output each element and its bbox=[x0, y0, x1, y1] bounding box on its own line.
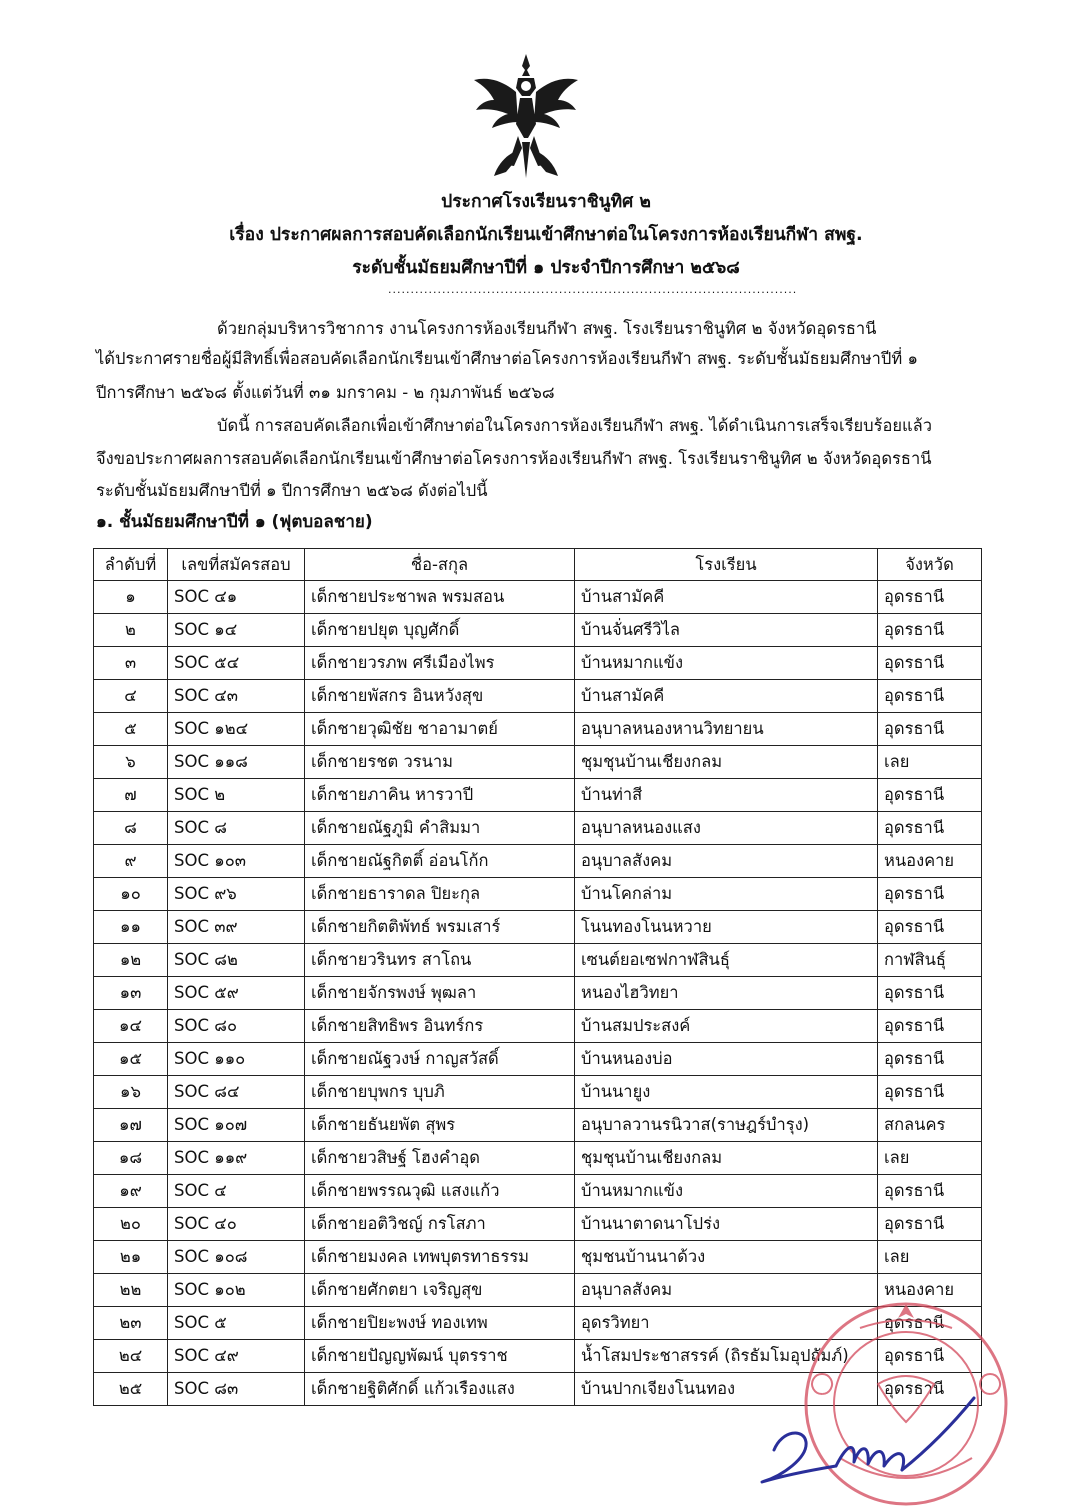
cell-full-name: เด็กชายพัสกร อินหวังสุข bbox=[305, 680, 575, 713]
cell-applicant-id: SOC ๑๐๓ bbox=[168, 845, 305, 878]
cell-full-name: เด็กชายปิยะพงษ์ ทองเทพ bbox=[305, 1307, 575, 1340]
cell-province: อุดรธานี bbox=[878, 779, 982, 812]
cell-applicant-id: SOC ๑๑๐ bbox=[168, 1043, 305, 1076]
cell-school: หนองไฮวิทยา bbox=[575, 977, 878, 1010]
cell-full-name: เด็กชายธาราดล ปิยะกุล bbox=[305, 878, 575, 911]
cell-applicant-id: SOC ๒ bbox=[168, 779, 305, 812]
cell-order: ๔ bbox=[94, 680, 168, 713]
cell-applicant-id: SOC ๔ bbox=[168, 1175, 305, 1208]
cell-province: อุดรธานี bbox=[878, 647, 982, 680]
cell-full-name: เด็กชายวสิษฐ์ โฮงคำอุด bbox=[305, 1142, 575, 1175]
cell-applicant-id: SOC ๔๙ bbox=[168, 1340, 305, 1373]
cell-full-name: เด็กชายกิตติพัทธ์ พรมเสาร์ bbox=[305, 911, 575, 944]
table-row bbox=[94, 911, 982, 944]
cell-school: อนุบาลสังคม bbox=[575, 845, 878, 878]
table-row bbox=[94, 1208, 982, 1241]
cell-province: อุดรธานี bbox=[878, 812, 982, 845]
cell-full-name: เด็กชายวรินทร สาโถน bbox=[305, 944, 575, 977]
cell-order: ๒๐ bbox=[94, 1208, 168, 1241]
cell-school: บ้านหมากแข้ง bbox=[575, 1175, 878, 1208]
table-row bbox=[94, 614, 982, 647]
cell-full-name: เด็กชายภาคิน หารวาปี bbox=[305, 779, 575, 812]
cell-order: ๒๕ bbox=[94, 1373, 168, 1406]
table-row bbox=[94, 1175, 982, 1208]
cell-full-name: เด็กชายรชต วรนาม bbox=[305, 746, 575, 779]
cell-order: ๑๓ bbox=[94, 977, 168, 1010]
cell-full-name: เด็กชายอติวิชญ์ กรโสภา bbox=[305, 1208, 575, 1241]
table-row bbox=[94, 977, 982, 1010]
paragraph-1-line-1: ด้วยกลุ่มบริหารวิชาการ งานโครงการห้องเรียนกีฬา สพฐ. โรงเรียนราชินูทิศ ๒ จังหวัดอุดรธานี bbox=[217, 319, 877, 338]
cell-school: ชุมชนบ้านนาด้วง bbox=[575, 1241, 878, 1274]
cell-province: อุดรธานี bbox=[878, 1043, 982, 1076]
announcement-subject: เรื่อง ประกาศผลการสอบคัดเลือกนักเรียนเข้าศึกษาต่อในโครงการห้องเรียนกีฬา สพฐ. bbox=[229, 225, 863, 245]
table-row bbox=[94, 779, 982, 812]
cell-applicant-id: SOC ๔๑ bbox=[168, 581, 305, 614]
cell-school: บ้านสมประสงค์ bbox=[575, 1010, 878, 1043]
table-row bbox=[94, 680, 982, 713]
cell-school: อนุบาลหนองหานวิทยายน bbox=[575, 713, 878, 746]
cell-province: อุดรธานี bbox=[878, 581, 982, 614]
cell-order: ๑ bbox=[94, 581, 168, 614]
cell-order: ๑๐ bbox=[94, 878, 168, 911]
section-title: ๑. ชั้นมัธยมศึกษาปีที่ ๑ (ฟุตบอลชาย) bbox=[96, 512, 373, 532]
cell-school: บ้านปากเจียงโนนทอง bbox=[575, 1373, 878, 1406]
header-province: จังหวัด bbox=[878, 549, 982, 581]
cell-province: อุดรธานี bbox=[878, 614, 982, 647]
cell-province: อุดรธานี bbox=[878, 911, 982, 944]
cell-order: ๒๓ bbox=[94, 1307, 168, 1340]
table-row bbox=[94, 1076, 982, 1109]
cell-full-name: เด็กชายณัฐวงษ์ กาญสวัสดิ์ bbox=[305, 1043, 575, 1076]
cell-school: อนุบาลวานรนิวาส(ราษฎร์บำรุง) bbox=[575, 1109, 878, 1142]
paragraph-2-line-3: ระดับชั้นมัธยมศึกษาปีที่ ๑ ปีการศึกษา ๒๕๖๘ ดังต่อไปนี้ bbox=[96, 481, 488, 500]
table-row bbox=[94, 1010, 982, 1043]
cell-full-name: เด็กชายวรภพ ศรีเมืองไพร bbox=[305, 647, 575, 680]
cell-applicant-id: SOC ๑๔ bbox=[168, 614, 305, 647]
announcement-title: ประกาศโรงเรียนราชินูทิศ ๒ bbox=[441, 192, 651, 212]
cell-province: อุดรธานี bbox=[878, 878, 982, 911]
cell-province: อุดรธานี bbox=[878, 1175, 982, 1208]
cell-applicant-id: SOC ๓๙ bbox=[168, 911, 305, 944]
table-row bbox=[94, 647, 982, 680]
cell-school: น้ำโสมประชาสรรค์ (ถิรธัมโมอุปถัมภ์) bbox=[575, 1340, 878, 1373]
dotted-divider: ........................................................................................... bbox=[388, 283, 798, 296]
cell-order: ๕ bbox=[94, 713, 168, 746]
cell-full-name: เด็กชายธันยพัต สุพร bbox=[305, 1109, 575, 1142]
cell-full-name: เด็กชายจักรพงษ์ พุฒลา bbox=[305, 977, 575, 1010]
cell-full-name: เด็กชายปัญญพัฒน์ บุตรราช bbox=[305, 1340, 575, 1373]
handwritten-signature bbox=[752, 1380, 982, 1490]
cell-applicant-id: SOC ๑๐๒ bbox=[168, 1274, 305, 1307]
cell-province: หนองคาย bbox=[878, 845, 982, 878]
cell-province: เลย bbox=[878, 1241, 982, 1274]
cell-order: ๑๕ bbox=[94, 1043, 168, 1076]
results-table bbox=[93, 548, 982, 1406]
cell-full-name: เด็กชายประชาพล พรมสอน bbox=[305, 581, 575, 614]
cell-school: อนุบาลสังคม bbox=[575, 1274, 878, 1307]
cell-province: อุดรธานี bbox=[878, 1208, 982, 1241]
cell-order: ๑๗ bbox=[94, 1109, 168, 1142]
cell-full-name: เด็กชายณัฐภูมิ คำสิมมา bbox=[305, 812, 575, 845]
cell-school: บ้านโคกล่าม bbox=[575, 878, 878, 911]
cell-province: อุดรธานี bbox=[878, 1010, 982, 1043]
cell-school: เซนต์ยอเซฟกาฬสินธุ์ bbox=[575, 944, 878, 977]
cell-applicant-id: SOC ๕๔ bbox=[168, 647, 305, 680]
cell-province: สกลนคร bbox=[878, 1109, 982, 1142]
cell-order: ๒๑ bbox=[94, 1241, 168, 1274]
cell-applicant-id: SOC ๘๐ bbox=[168, 1010, 305, 1043]
cell-school: ชุมชุนบ้านเชียงกลม bbox=[575, 1142, 878, 1175]
cell-full-name: เด็กชายมงคล เทพบุตรทาธรรม bbox=[305, 1241, 575, 1274]
cell-province: อุดรธานี bbox=[878, 977, 982, 1010]
cell-order: ๙ bbox=[94, 845, 168, 878]
cell-province: อุดรธานี bbox=[878, 713, 982, 746]
cell-order: ๑๒ bbox=[94, 944, 168, 977]
cell-province: อุดรธานี bbox=[878, 1307, 982, 1340]
cell-school: บ้านหมากแข้ง bbox=[575, 647, 878, 680]
header-applicant-id: เลขที่สมัครสอบ bbox=[168, 549, 305, 581]
cell-full-name: เด็กชายณัฐกิตติ์ อ่อนโก้ก bbox=[305, 845, 575, 878]
cell-applicant-id: SOC ๑๐๘ bbox=[168, 1241, 305, 1274]
cell-applicant-id: SOC ๑๑๘ bbox=[168, 746, 305, 779]
table-row bbox=[94, 845, 982, 878]
cell-province: อุดรธานี bbox=[878, 1340, 982, 1373]
cell-province: อุดรธานี bbox=[878, 1373, 982, 1406]
cell-applicant-id: SOC ๘๔ bbox=[168, 1076, 305, 1109]
cell-order: ๒๔ bbox=[94, 1340, 168, 1373]
cell-full-name: เด็กชายบุพกร บุบภิ bbox=[305, 1076, 575, 1109]
paragraph-2-line-2: จึงขอประกาศผลการสอบคัดเลือกนักเรียนเข้าศึกษาต่อโครงการห้องเรียนกีฬา สพฐ. โรงเรียนราชินูทิศ ๒ จังหวัดอุดรธานี bbox=[96, 449, 932, 468]
cell-order: ๖ bbox=[94, 746, 168, 779]
cell-school: บ้านนาตาดนาโปร่ง bbox=[575, 1208, 878, 1241]
garuda-emblem-icon bbox=[470, 52, 582, 180]
table-row bbox=[94, 581, 982, 614]
cell-order: ๗ bbox=[94, 779, 168, 812]
cell-full-name: เด็กชายสิทธิพร อินทร์กร bbox=[305, 1010, 575, 1043]
cell-applicant-id: SOC ๑๑๙ bbox=[168, 1142, 305, 1175]
cell-province: หนองคาย bbox=[878, 1274, 982, 1307]
announcement-level-year: ระดับชั้นมัธยมศึกษาปีที่ ๑ ประจำปีการศึกษา ๒๕๖๘ bbox=[352, 258, 740, 278]
table-row bbox=[94, 746, 982, 779]
cell-school: อนุบาลหนองแสง bbox=[575, 812, 878, 845]
cell-school: บ้านท่าสี bbox=[575, 779, 878, 812]
cell-applicant-id: SOC ๕๙ bbox=[168, 977, 305, 1010]
table-header-row bbox=[94, 549, 982, 581]
cell-full-name: เด็กชายพรรณวุฒิ แสงแก้ว bbox=[305, 1175, 575, 1208]
cell-full-name: เด็กชายศักตยา เจริญสุข bbox=[305, 1274, 575, 1307]
cell-order: ๑๑ bbox=[94, 911, 168, 944]
paragraph-1-line-3: ปีการศึกษา ๒๕๖๘ ตั้งแต่วันที่ ๓๑ มกราคม - ๒ กุมภาพันธ์ ๒๕๖๘ bbox=[96, 383, 555, 402]
table-row bbox=[94, 1241, 982, 1274]
table-row bbox=[94, 1109, 982, 1142]
cell-province: เลย bbox=[878, 746, 982, 779]
header-school: โรงเรียน bbox=[575, 549, 878, 581]
cell-order: ๒๒ bbox=[94, 1274, 168, 1307]
cell-school: บ้านจั่นศรีวิไล bbox=[575, 614, 878, 647]
cell-province: กาฬสินธุ์ bbox=[878, 944, 982, 977]
cell-school: บ้านหนองบ่อ bbox=[575, 1043, 878, 1076]
cell-applicant-id: SOC ๑๐๗ bbox=[168, 1109, 305, 1142]
cell-province: เลย bbox=[878, 1142, 982, 1175]
table-row bbox=[94, 1142, 982, 1175]
cell-order: ๒ bbox=[94, 614, 168, 647]
cell-province: อุดรธานี bbox=[878, 680, 982, 713]
cell-applicant-id: SOC ๔๐ bbox=[168, 1208, 305, 1241]
cell-school: ชุมชุนบ้านเชียงกลม bbox=[575, 746, 878, 779]
cell-province: อุดรธานี bbox=[878, 1076, 982, 1109]
cell-full-name: เด็กชายวุฒิชัย ชาอามาตย์ bbox=[305, 713, 575, 746]
cell-order: ๑๖ bbox=[94, 1076, 168, 1109]
table-row bbox=[94, 878, 982, 911]
paragraph-1-line-2: ได้ประกาศรายชื่อผู้มีสิทธิ์เพื่อสอบคัดเลือกนักเรียนเข้าศึกษาต่อโครงการห้องเรียนกีฬา สพฐ. ระดับชั้นมัธยมศึกษาปีที่ ๑ bbox=[96, 349, 918, 368]
cell-applicant-id: SOC ๘ bbox=[168, 812, 305, 845]
cell-order: ๓ bbox=[94, 647, 168, 680]
header-full-name: ชื่อ-สกุล bbox=[305, 549, 575, 581]
cell-school: โนนทองโนนหวาย bbox=[575, 911, 878, 944]
cell-order: ๑๘ bbox=[94, 1142, 168, 1175]
table-row bbox=[94, 944, 982, 977]
cell-school: บ้านสามัคคี bbox=[575, 680, 878, 713]
cell-school: บ้านนายูง bbox=[575, 1076, 878, 1109]
cell-full-name: เด็กชายปยุต บุญศักดิ์ bbox=[305, 614, 575, 647]
cell-order: ๘ bbox=[94, 812, 168, 845]
paragraph-2-line-1: บัดนี้ การสอบคัดเลือกเพื่อเข้าศึกษาต่อในโครงการห้องเรียนกีฬา สพฐ. ได้ดำเนินการเสร็จเรียบร้อยแล้ว bbox=[217, 416, 933, 435]
cell-order: ๑๙ bbox=[94, 1175, 168, 1208]
cell-applicant-id: SOC ๙๖ bbox=[168, 878, 305, 911]
cell-school: บ้านสามัคคี bbox=[575, 581, 878, 614]
cell-school: อุดรวิทยา bbox=[575, 1307, 878, 1340]
cell-full-name: เด็กชายฐิติศักดิ์ แก้วเรืองแสง bbox=[305, 1373, 575, 1406]
cell-applicant-id: SOC ๔๓ bbox=[168, 680, 305, 713]
cell-applicant-id: SOC ๕ bbox=[168, 1307, 305, 1340]
table-row bbox=[94, 713, 982, 746]
table-row bbox=[94, 812, 982, 845]
table-row bbox=[94, 1043, 982, 1076]
cell-order: ๑๔ bbox=[94, 1010, 168, 1043]
cell-applicant-id: SOC ๘๒ bbox=[168, 944, 305, 977]
cell-applicant-id: SOC ๑๒๔ bbox=[168, 713, 305, 746]
header-order: ลำดับที่ bbox=[94, 549, 168, 581]
cell-applicant-id: SOC ๘๓ bbox=[168, 1373, 305, 1406]
